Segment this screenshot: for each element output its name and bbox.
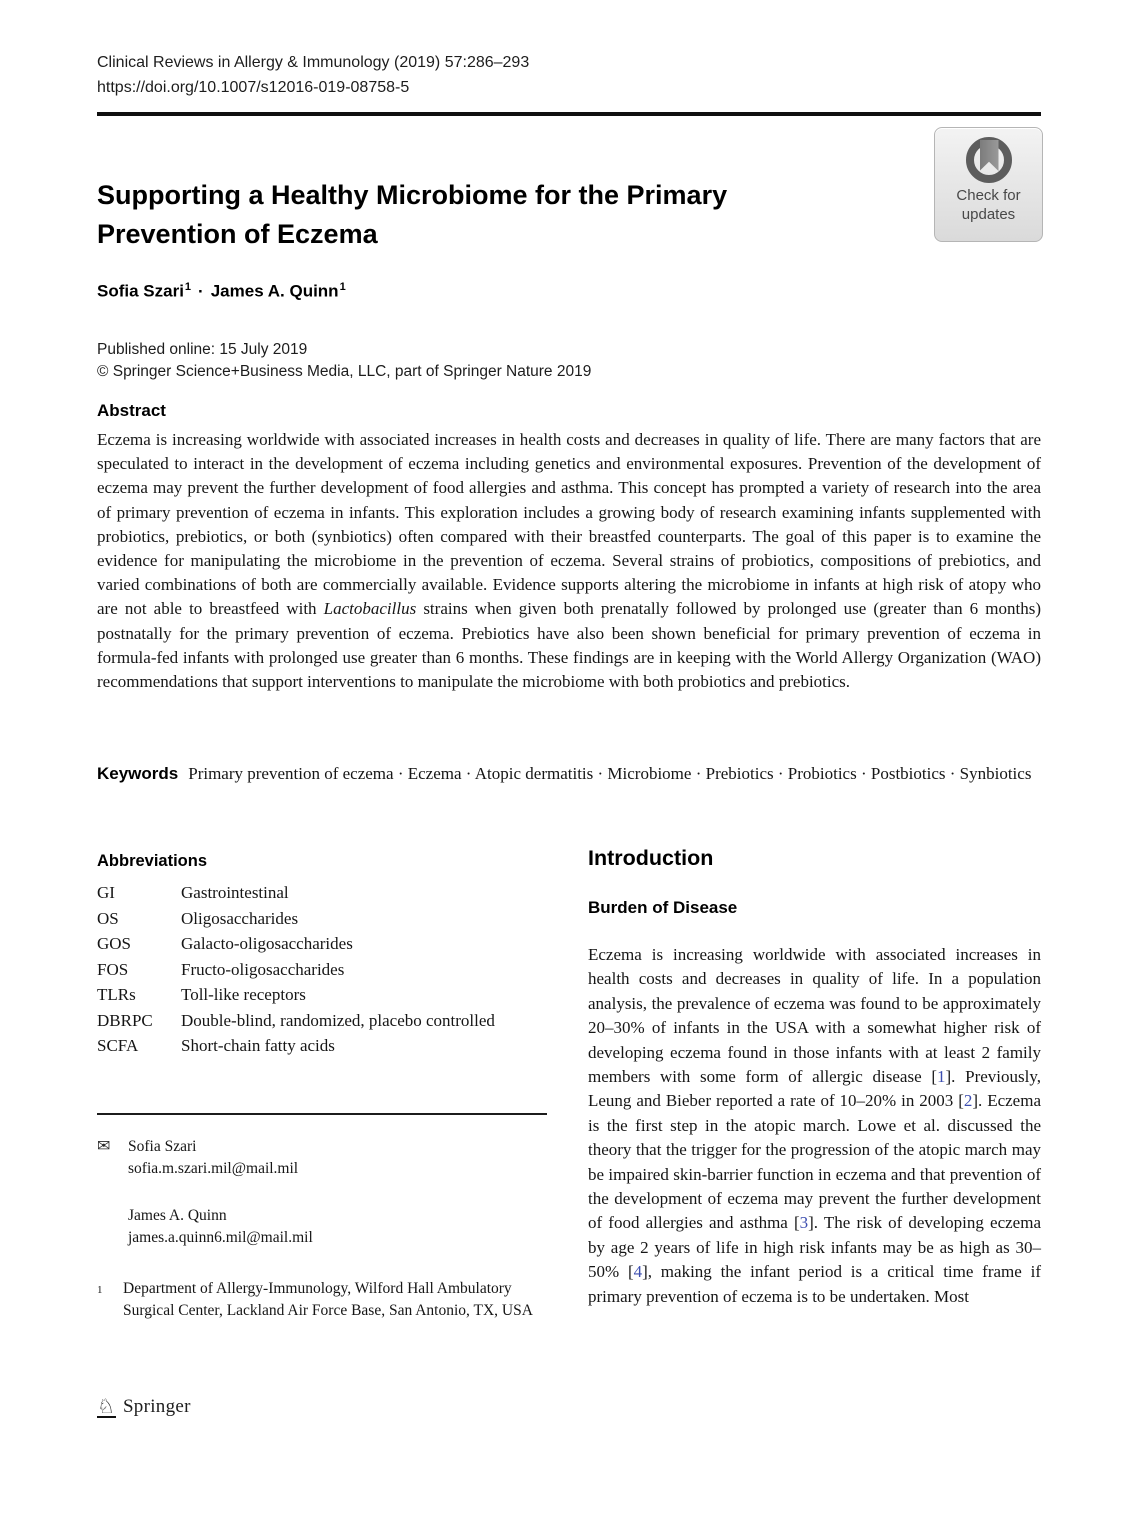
abbr-definition: Toll-like receptors [181,985,306,1004]
coauthor-entry [97,1205,549,1249]
abbr-term: SCFA [97,1036,139,1055]
springer-logo [97,1396,191,1418]
right-column [588,846,1041,1309]
doi-link[interactable]: https://doi.org/10.1007/s12016-019-08758-5 [97,79,410,96]
publication-info [97,339,591,383]
springer-wordmark: Springer [122,1396,191,1417]
correspondence-rule [97,1113,547,1115]
author-list [97,281,346,302]
abbr-definition: Oligosaccharides [181,908,299,928]
corresponding-author-name: Sofia Szari [128,1138,197,1155]
author-superscript-1: 1 [184,281,192,293]
correspondence-block [97,1136,549,1322]
citation-link[interactable]: 4 [633,1262,643,1282]
abbr-term: FOS [97,959,129,979]
left-column [97,852,549,1059]
abbr-definition: Fructo-oligosaccharides [181,959,345,979]
abbreviation-row [97,1008,549,1034]
springer-knight-icon: ♘ [97,1394,115,1418]
copyright-line: © Springer Science+Business Media, LLC, part of Springer Nature 2019 [97,363,592,380]
abstract-seg-0: Eczema is increasing worldwide with associated increases in health costs and decreases in quality of life. There are many factors that are speculated to interact in the development of eczema including genetics and environmental exposures. Prevention of the development of eczema may prevent the further development of food allergies and asthma. This concept has prompted a variety of research into the area of primary prevention of eczema in infants. This exploration includes a growing body of research examining infants supplemented with probiotics, prebiotics, or both (synbiotics) often compared with their breastfed counterparts. The goal of this paper is to examine the evidence for manipulating the microbiome in the prevention of eczema. Several strains of probiotics, compositions of prebiotics, and varied combinations of both are commercially available. Evidence supports altering the microbiome in infants at high risk of atopy who are not able to breastfeed with [97,430,1041,619]
citation-link[interactable]: 3 [799,1213,809,1233]
author-name-2: James A. Quinn [210,281,339,301]
keywords-label: Keywords [97,764,179,783]
abbr-term: DBRPC [97,1010,153,1030]
intro-paragraph: Eczema is increasing worldwide with associated increases in health costs and decreases in quality of life. In a population analysis, the prevalence of eczema was found to be approximately 20–30% of infants in the USA with a somewhat higher risk of developing eczema found in those infants with at least 2 family members with some form of allergic disease [1]. Previously, Leung and Bieber reported a rate of 10–20% in 2003 [2]. Eczema is the first step in the atopic march. Lowe et al. discussed the theory that the trigger for the progression of the atopic march may be impaired skin-barrier function in eczema and that prevention of the development of eczema may prevent the further development of food allergies and asthma [3]. The risk of developing eczema by age 2 years of life in high risk infants may be as high as 30–50% [4], making the infant period is a critical time frame if primary prevention of eczema is to be undertaken. Most [588,945,1042,1306]
abbreviation-row [97,880,549,906]
affiliation-footnote [97,1278,549,1322]
keywords-text: Primary prevention of eczema · Eczema · Atopic dermatitis · Microbiome · Prebiotics · Probiotics · Postbiotics · Synbiotics [188,764,1032,783]
burden-of-disease-subheading: Burden of Disease [588,898,738,917]
update-ring-icon [966,137,1012,183]
abstract-seg-1: strains when given both prenatally followed by prolonged use (greater than 6 months) postnatally for the primary prevention of eczema. Prebiotics have also been shown beneficial for primary prevention of eczema in formula-fed infants with prolonged use greater than 6 months. These findings are in keeping with the World Allergy Organization (WAO) recommendations that support interventions to manipulate the microbiome with both probiotics and prebiotics. [97,599,1041,692]
header-rule [97,112,1041,116]
introduction-heading: Introduction [588,846,714,870]
title-line-2: Prevention of Eczema [97,219,378,249]
abbr-term: GOS [97,934,132,953]
corresponding-author-entry [97,1136,549,1180]
abbreviations-heading: Abbreviations [97,852,208,870]
abbreviation-row [97,931,549,957]
abbr-term: OS [97,908,119,928]
citation-link[interactable]: 1 [937,1067,946,1087]
coauthor-email[interactable]: james.a.quinn6.mil@mail.mil [128,1229,313,1246]
check-updates-badge[interactable] [934,127,1043,242]
page-title [97,176,727,254]
abbreviation-row [97,957,549,983]
badge-label: Check for updates [956,187,1021,223]
title-line-1: Supporting a Healthy Microbiome for the Primary [97,180,728,210]
abstract-heading: Abstract [97,401,166,420]
corresponding-author-email[interactable]: sofia.m.szari.mil@mail.mil [128,1160,299,1177]
author-superscript-2: 1 [339,281,346,293]
abbr-definition: Double-blind, randomized, placebo controlled [181,1010,495,1030]
journal-header [97,50,529,100]
author-separator-dot: · [198,281,204,301]
keywords-block [97,761,1041,786]
published-online: Published online: 15 July 2019 [97,341,308,358]
abbr-term: GI [97,883,115,902]
affiliation-text: Department of Allergy-Immunology, Wilford Hall Ambulatory Surgical Center, Lackland Air Force Base, San Antonio, TX, USA [123,1280,533,1319]
author-name-1: Sofia Szari [97,281,184,301]
abbr-definition: Gastrointestinal [181,883,289,902]
lactobacillus-italic: Lactobacillus [323,599,417,619]
citation-link[interactable]: 2 [963,1091,973,1111]
abbr-definition: Short-chain fatty acids [181,1036,335,1055]
abbreviation-row [97,982,549,1008]
abbreviation-row [97,1033,549,1059]
abbr-definition: Galacto-oligosaccharides [181,934,353,953]
abbr-term: TLRs [97,985,136,1004]
affiliation-marker: 1 [97,1284,103,1296]
abbreviation-row [97,906,549,932]
abstract-text [97,428,1041,694]
envelope-icon: ✉ [97,1138,111,1155]
journal-line: Clinical Reviews in Allergy & Immunology (2019) 57:286–293 [97,54,530,71]
coauthor-name: James A. Quinn [128,1207,227,1224]
